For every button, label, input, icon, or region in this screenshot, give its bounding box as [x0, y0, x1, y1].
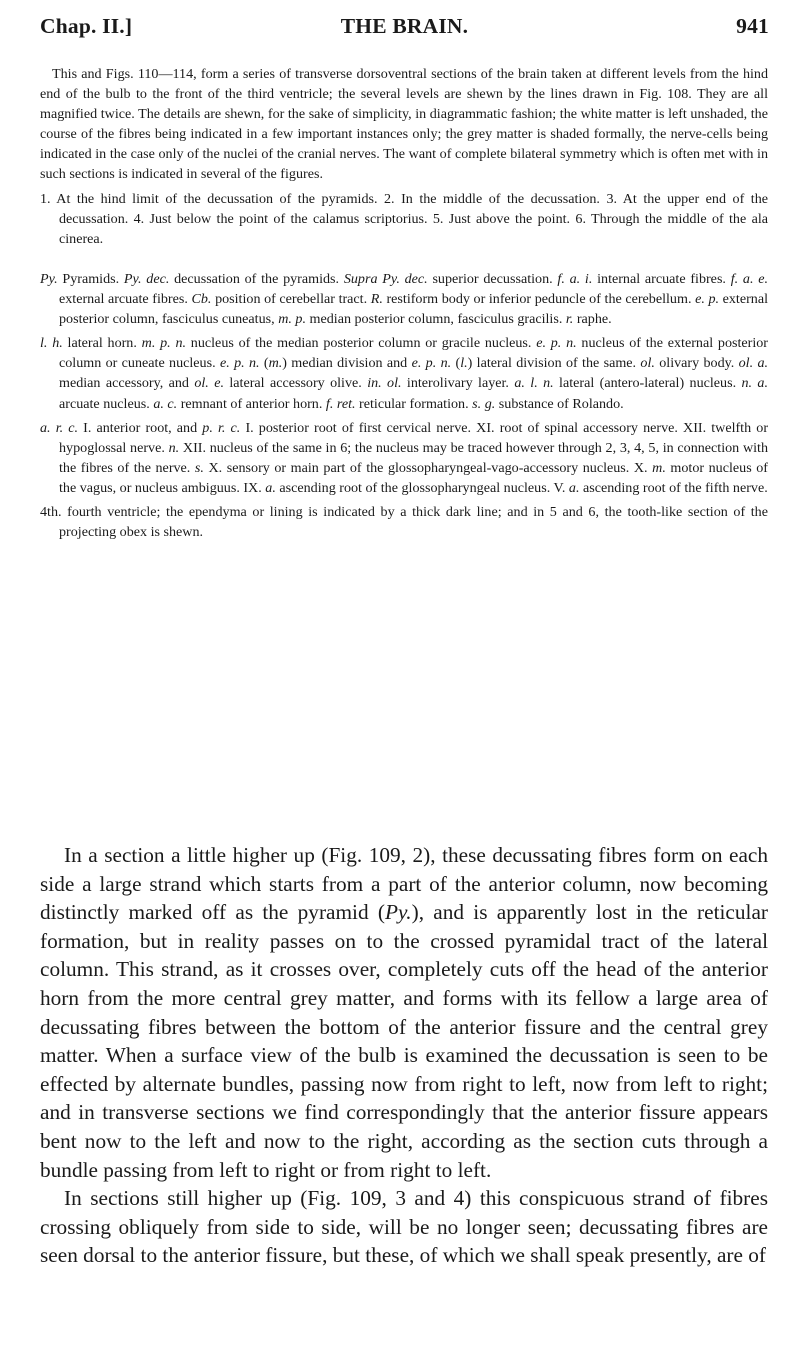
text-run: ascending root of the fifth nerve. — [579, 479, 768, 496]
abbreviation: n. a. — [741, 375, 768, 392]
body-text — [40, 841, 768, 1270]
abbreviation: e. p. n. — [536, 335, 577, 352]
abbreviation: e. p. n. — [411, 355, 452, 372]
figure-caption — [40, 64, 768, 249]
abbreviation: in. ol. — [367, 375, 402, 392]
text-run: In sections still higher up (Fig. 109, 3 and 4) this conspicuous strand of fibres crossing obliquely from side to side, will be no longer seen; decussating fibres are seen dorsal to the anterior fissure, but these, of which we shall speak presently, are of — [40, 1186, 768, 1268]
abbreviation: Cb. — [191, 291, 212, 308]
text-run: decussation of the pyramids. — [169, 271, 344, 287]
caption-intro: This and Figs. 110—114, form a series of transverse dorsoventral sections of the brain taken at different levels from the hind end of the bulb to the front of the third ventricle; the several levels are shewn by the lines drawn in Fig. 108. They are all magnified twice. The details are shewn, for the sake of simplicity, in diagrammatic fashion; the white matter is left unshaded, the course of the fibres being indicated in a few important instances only; the grey matter is shaded formally, the nerve-cells being indicated in the case only of the nuclei of the cranial nerves. The want of complete bilateral symmetry which is often met with in such sections is indicated in several of the figures. — [40, 66, 768, 183]
figure-legend — [40, 265, 768, 542]
text-run: substance of Rolando. — [495, 395, 624, 412]
text-run: nucleus of the median posterior column or gracile nucleus. — [186, 335, 537, 352]
text-run: reticular formation. — [355, 395, 473, 412]
text-run: ) median division and — [282, 355, 412, 372]
abbreviation: a. r. c. — [40, 419, 79, 436]
abbreviation: m. p. n. — [141, 335, 187, 352]
text-run: Pyramids. — [57, 271, 124, 287]
abbreviation: l. h. — [40, 335, 63, 352]
abbreviation: e. p. — [695, 291, 720, 308]
abbreviation: f. a. i. — [557, 271, 593, 287]
text-run: median posterior column, fasciculus gracilis. — [305, 311, 566, 328]
abbreviation: ol. a. — [738, 355, 769, 372]
text-run: arcuate nucleus. — [59, 395, 154, 412]
text-run: remnant of anterior horn. — [177, 395, 326, 412]
text-run: ( — [451, 355, 461, 372]
text-run: motor nucleus of the vagus, or nucleus ambiguus. IX. — [59, 459, 768, 496]
text-run: In a section a little higher up (Fig. 109, 2), these decussating fibres form on each side a large strand which starts from a part of the anterior column, now becoming distinctly marked off as the pyramid ( — [40, 843, 768, 925]
page-title: THE BRAIN. — [340, 14, 469, 38]
abbreviation: m. p. — [278, 311, 306, 328]
text-run: interolivary layer. — [401, 375, 515, 392]
section-levels: 1. At the hind limit of the decussation of the pyramids. 2. In the middle of the decussation. 3. At the upper end of the decussation. 4. Just below the point of the calamus scriptorius. 5. Just above the point. 6. Through the middle of the ala cinerea. — [40, 190, 768, 247]
abbreviation: ol. e. — [194, 375, 224, 392]
abbreviation: ol. — [640, 355, 655, 372]
legend-paragraph — [40, 269, 768, 329]
legend-paragraph — [40, 418, 768, 498]
text-run: olivary body. — [654, 355, 739, 372]
abbreviation: Supra Py. dec. — [343, 271, 428, 287]
text-run: lateral horn. — [62, 335, 142, 352]
text-run: lateral (antero-lateral) nucleus. — [553, 375, 742, 392]
abbreviation: m. — [268, 355, 283, 372]
text-run: ascending root of the glossopharyngeal nucleus. V. — [275, 479, 569, 496]
chapter-label: Chap. II.] — [40, 14, 133, 38]
text-run: lateral accessory olive. — [223, 375, 368, 392]
text-run: I. anterior root, and — [78, 419, 203, 436]
abbreviation: l. — [460, 355, 468, 372]
text-run: nucleus of the external posterior column or cuneate nucleus. — [59, 335, 768, 372]
text-run: X. sensory or main part of the glossopharyngeal-vago-accessory nucleus. X. — [203, 459, 653, 476]
text-run: 4th. fourth ventricle; the ependyma or lining is indicated by a thick dark line; and in 5 and 6, the tooth-like section of the projecting obex is shewn. — [40, 504, 768, 541]
legend-paragraph — [40, 333, 768, 413]
abbreviation: a. l. n. — [514, 375, 554, 392]
page-number: 941 — [736, 14, 769, 38]
text-run: external posterior column, fasciculus cuneatus, — [59, 291, 769, 328]
body-paragraph — [40, 841, 768, 1184]
abbreviation: Py. dec. — [123, 271, 170, 287]
text-run: raphe. — [573, 311, 612, 328]
text-run: I. posterior root of first cervical nerve. XI. root of spinal accessory nerve. XII. twelfth or hypoglossal nerve. — [59, 419, 769, 456]
text-run: restiform body or inferior peduncle of the cerebellum. — [382, 291, 696, 308]
abbreviation: R. — [370, 291, 383, 308]
text-run: ( — [259, 355, 269, 372]
legend-paragraph — [40, 502, 768, 542]
abbreviation: r. — [565, 311, 574, 328]
abbreviation: a. c. — [153, 395, 178, 412]
abbreviation: Py. — [384, 900, 412, 925]
text-run: ) lateral division of the same. — [467, 355, 641, 372]
running-header — [40, 14, 769, 42]
text-run: internal arcuate fibres. — [592, 271, 731, 287]
abbreviation: n. — [168, 439, 180, 456]
abbreviation: a. — [265, 479, 276, 496]
text-run: median accessory, and — [59, 375, 195, 392]
text-run: external arcuate fibres. — [59, 291, 192, 308]
abbreviation: m. — [652, 459, 666, 476]
body-paragraph — [40, 1184, 768, 1270]
abbreviation: f. a. e. — [730, 271, 768, 287]
abbreviation: Py. — [40, 271, 58, 287]
abbreviation: f. ret. — [325, 395, 356, 412]
abbreviation: e. p. n. — [219, 355, 260, 372]
abbreviation: s. g. — [472, 395, 496, 412]
abbreviation: s. — [194, 459, 204, 476]
text-run: ), and is apparently lost in the reticular formation, but in reality passes on to the crossed pyramidal tract of the lateral column. This strand, as it crosses over, completely cuts off the head of the anterior horn from the more central grey matter, and forms with its fellow a large area of decussating fibres between the bottom of the anterior fissure and the central grey matter. When a surface view of the bulb is examined the decussation is seen to be effected by alternate bundles, passing now from right to left, now from left to right; and in transverse sections we find correspondingly that the anterior fissure appears bent now to the left and now to the right, according as the section cuts through a bundle passing from left to right or from right to left. — [40, 900, 768, 1182]
text-run: XII. nucleus of the same in 6; the nucleus may be traced however through 2, 3, 4, 5, in connection with the fibres of the nerve. — [59, 439, 768, 476]
text-run: superior decussation. — [427, 271, 558, 287]
abbreviation: p. r. c. — [202, 419, 241, 436]
abbreviation: a. — [568, 479, 580, 496]
text-run: position of cerebellar tract. — [211, 291, 371, 308]
